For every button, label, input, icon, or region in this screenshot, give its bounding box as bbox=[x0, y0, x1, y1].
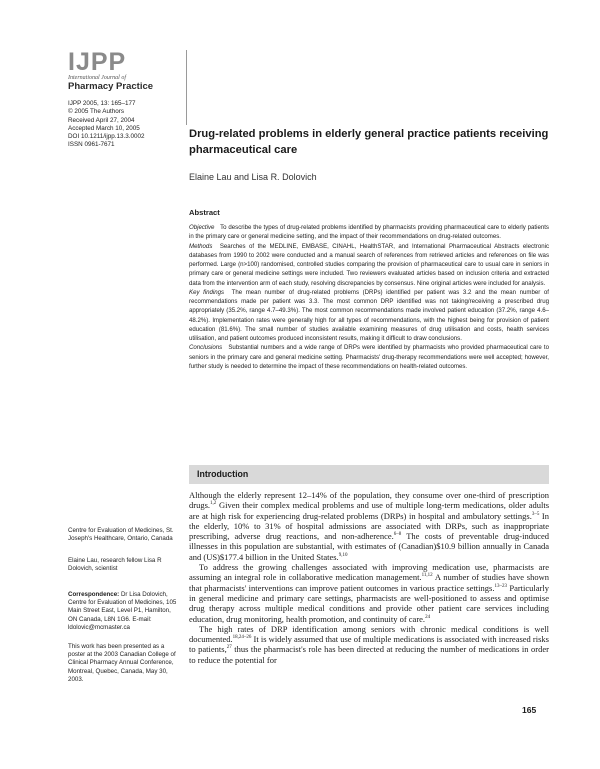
meta-received: Received April 27, 2004 bbox=[68, 116, 135, 124]
sidebar-correspondence-block bbox=[68, 591, 178, 632]
article-title: Drug-related problems in elderly general practice patients receiving pharmaceutical care bbox=[189, 128, 549, 156]
abstract-conclusions-label: Conclusions bbox=[189, 344, 223, 352]
citation-superscript: 1,2 bbox=[210, 501, 217, 507]
sidebar-presentation-block bbox=[68, 643, 178, 684]
citation-superscript: 13–23 bbox=[494, 583, 507, 589]
citation-superscript: 6–8 bbox=[393, 532, 402, 538]
sidebar-author-roles: Elaine Lau, research fellow Lisa R Dolovich, scientist bbox=[68, 557, 162, 573]
sidebar-affiliation: Centre for Evaluation of Medicines, St. Joseph's Healthcare, Ontario, Canada bbox=[68, 527, 174, 543]
intro-p1-text-d: The costs of preventable drug-induced illnesses in this population are substantial, with estimates of (Canadian)$10.9 billion annually in Canada and (US)$177.4 billion in the United States. bbox=[189, 531, 549, 562]
intro-p1-text-b: Given their complex medical problems and use of multiple long-term medications, older adults are at high risk for experiencing drug-related problems (DRPs) in hospital and ambulatory settings. bbox=[189, 500, 549, 521]
citation-superscript: 3–5 bbox=[531, 511, 540, 517]
introduction-body bbox=[189, 490, 549, 665]
abstract-conclusions bbox=[189, 343, 549, 371]
meta-citation: IJPP 2005, 13: 165–177 bbox=[68, 100, 136, 107]
citation-superscript: 24 bbox=[425, 614, 431, 620]
abstract bbox=[189, 208, 549, 371]
citation-superscript: 18,24–26 bbox=[232, 635, 252, 641]
citation-superscript: 11,12 bbox=[421, 573, 433, 579]
correspondence-text: Dr Lisa Dolovich, Centre for Evaluation of Medicines, 105 Main Street East, Level P1, Hamilton, ON Canada, L8N 1G6. E-mail: ldolovic@mcmaster.ca bbox=[68, 591, 177, 631]
abstract-methods-label: Methods bbox=[189, 242, 213, 250]
intro-p1-text-c: In the elderly, 10% to 31% of hospital admissions are associated with DRPs, such as inappropriate prescribing, adverse drug reactions, and non-adherence. bbox=[189, 510, 549, 542]
abstract-conclusions-text: Substantial numbers and a wide range of DRPs were identified by pharmacists who provided pharmaceutical care to seniors in the primary care and general medicine setting. Pharmacists' drug-therapy recommendations were well accepted; however, further study is needed to determine the impact of these recommendations on health-related outcomes. bbox=[189, 344, 549, 370]
intro-p1-text-a: Although the elderly represent 12–14% of the population, they consume over one-third of prescription drugs. bbox=[189, 490, 549, 511]
abstract-key-findings-label: Key findings bbox=[189, 288, 225, 296]
abstract-methods bbox=[189, 242, 549, 288]
intro-p2-text-b: A number of studies have shown that pharmacists' interventions can improve patient outcomes in various practice settings. bbox=[189, 572, 549, 593]
logo-journal-name: Pharmacy Practice bbox=[68, 81, 154, 92]
intro-paragraph-3 bbox=[189, 624, 549, 665]
citation-superscript: 27 bbox=[226, 645, 232, 651]
meta-issn: ISSN 0961-7671 bbox=[68, 141, 115, 149]
citation-superscript: 9,10 bbox=[338, 552, 348, 558]
journal-logo bbox=[68, 50, 188, 92]
intro-p2-text-c: Particularly in general medicine and primary care settings, pharmacists are well-positioned to assess and optimise drug therapy across multiple medical conditions and provide other patient care services including education, drug monitoring, health promotion, and continuity of care. bbox=[189, 582, 549, 624]
sidebar-presentation-note: This work has been presented as a poster at the 2003 Canadian College of Clinical Pharmacy Annual Conference, Montreal, Quebec, Canada, May 30, 2003. bbox=[68, 643, 176, 683]
abstract-methods-text: Searches of the MEDLINE, EMBASE, CINAHL, HealthSTAR, and International Pharmaceutical Abstracts electronic databases from 1990 to 2002 were conducted and a manual search of references from retrieved articles and references on file was performed. Large (n>100) randomised, controlled studies comparing the provision of pharmaceutical care to usual care in seniors in primary care or general medicine settings were included. Two reviewers evaluated articles based on inclusion criteria and extracted data from the intervention arm of each study, resolving discrepancies by consensus. Nine original articles were included for analysis. bbox=[189, 242, 549, 287]
abstract-key-findings-text: The mean number of drug-related problems (DRPs) identified per patient was 3.2 and the mean number of recommendations made per patient was 3.3. The most common DRP identified was not taking/receiving a prescribed drug appropriately (35.2%, range 4.7–49.3%). The most common recommendations made involved patient education (37.2%, range 4.6–48.2%). Implementation rates were generally high for all types of recommendations, with the highest being for provision of patient education (81.6%). The small number of studies available examining measures of drug utilisation and costs, health services utilisation, and patient outcomes produced inconsistent results, making it difficult to draw conclusions. bbox=[189, 288, 549, 342]
introduction-heading: Introduction bbox=[197, 469, 249, 479]
logo-ijpp: IJPP bbox=[68, 48, 127, 76]
intro-p3-text-c: thus the pharmacist's role has been directed at reducing the number of medications in order to reduce the potential for bbox=[189, 644, 549, 665]
intro-paragraph-1 bbox=[189, 490, 549, 562]
vertical-divider bbox=[186, 50, 187, 125]
meta-doi: DOI 10.1211/ijpp.13.3.0002 bbox=[68, 133, 145, 141]
meta-copyright: © 2005 The Authors bbox=[68, 108, 124, 116]
abstract-heading: Abstract bbox=[189, 208, 220, 217]
article-metadata bbox=[68, 100, 186, 150]
sidebar-correspondence bbox=[68, 591, 178, 632]
logo-subtitle: International Journal of bbox=[68, 75, 126, 81]
abstract-objective bbox=[189, 223, 549, 242]
sidebar-affiliation-block bbox=[68, 527, 178, 543]
intro-p3-text-a: The high rates of DRP identification among seniors with chronic medical conditions is well documented. bbox=[189, 623, 549, 645]
intro-p3-text-b: It is widely assumed that use of multiple medications is associated with increased risks to patients, bbox=[189, 634, 549, 655]
page-number: 165 bbox=[522, 705, 537, 715]
correspondence-label: Correspondence: bbox=[68, 591, 120, 598]
intro-p2-text-a: To address the growing challenges associated with improving medication use, pharmacists are assuming an integral role in collaborative medication management. bbox=[189, 562, 549, 583]
sidebar-author-roles-block bbox=[68, 557, 178, 573]
introduction-heading-bar bbox=[189, 465, 549, 484]
article-authors: Elaine Lau and Lisa R. Dolovich bbox=[189, 172, 317, 182]
meta-accepted: Accepted March 10, 2005 bbox=[68, 124, 140, 132]
abstract-key-findings bbox=[189, 288, 549, 344]
abstract-objective-text: To describe the types of drug-related problems identified by pharmacists providing pharmaceutical care to elderly patients in the primary care or general medicine setting, and the impact of their recommendations on drug-related outcomes. bbox=[189, 224, 549, 241]
intro-paragraph-2 bbox=[189, 562, 549, 624]
abstract-objective-label: Objective bbox=[189, 224, 215, 231]
